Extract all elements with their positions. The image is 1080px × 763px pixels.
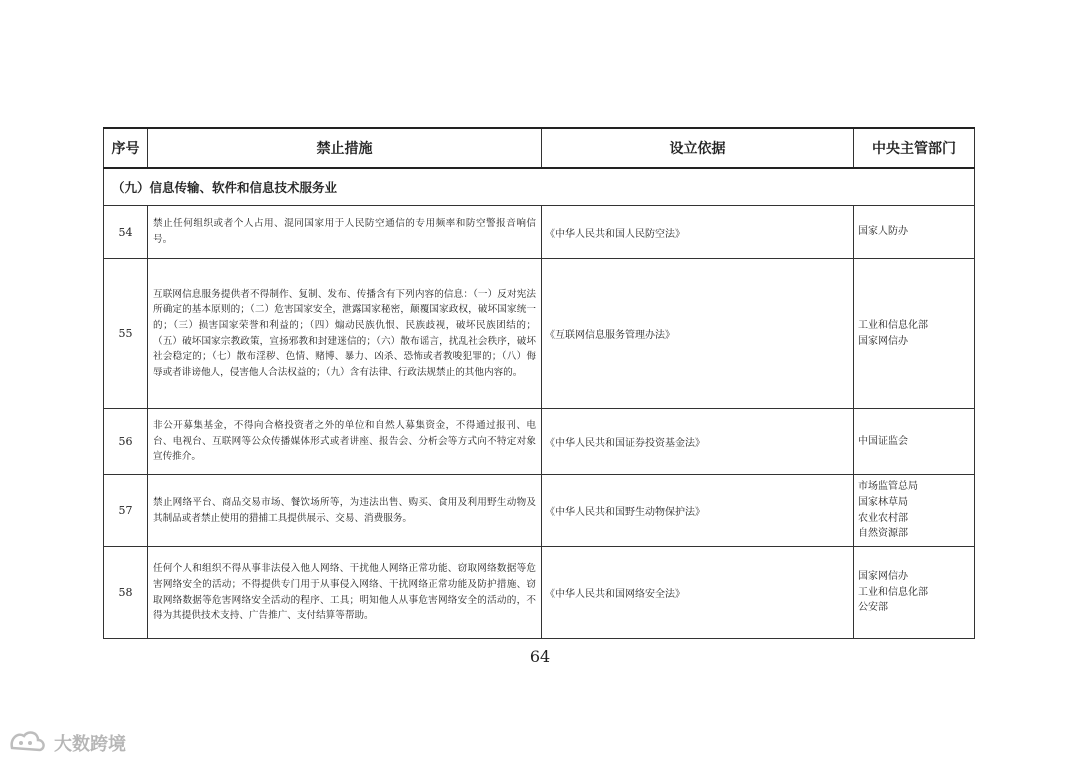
row-dept bbox=[854, 475, 975, 547]
row-basis: 《中华人民共和国人民防空法》 bbox=[542, 206, 854, 259]
table-row bbox=[104, 259, 975, 409]
row-dept bbox=[854, 409, 975, 475]
section-title: （九）信息传输、软件和信息技术服务业 bbox=[104, 168, 975, 206]
row-number: 58 bbox=[104, 547, 148, 639]
row-dept bbox=[854, 259, 975, 409]
dept-name: 国家林草局 bbox=[858, 496, 908, 508]
section-row bbox=[104, 168, 975, 206]
row-number: 56 bbox=[104, 409, 148, 475]
row-measure: 互联网信息服务提供者不得制作、复制、发布、传播含有下列内容的信息：（一）反对宪法所确定的基本原则的；（二）危害国家安全，泄露国家秘密，颠覆国家政权，破坏国家统一的；（三）损害国家荣誉和利益的；（四）煽动民族仇恨、民族歧视，破坏民族团结的；（五）破坏国家宗教政策，宣扬邪教和封建迷信的；（六）散布谣言，扰乱社会秩序，破坏社会稳定的；（七）散布淫秽、色情、赌博、暴力、凶杀、恐怖或者教唆犯罪的；（八）侮辱或者诽谤他人，侵害他人合法权益的；（九）含有法律、行政法规禁止的其他内容的。 bbox=[148, 259, 542, 409]
table-row bbox=[104, 409, 975, 475]
watermark bbox=[8, 728, 126, 758]
row-basis: 《中华人民共和国野生动物保护法》 bbox=[542, 475, 854, 547]
table-row bbox=[104, 475, 975, 547]
table-row bbox=[104, 547, 975, 639]
dept-name: 自然资源部 bbox=[858, 528, 908, 540]
dept-name: 工业和信息化部 bbox=[858, 586, 928, 598]
dept-name: 市场监管总局 bbox=[858, 481, 918, 493]
dept-name: 国家网信办 bbox=[858, 571, 908, 583]
row-measure: 非公开募集基金，不得向合格投资者之外的单位和自然人募集资金，不得通过报刊、电台、电视台、互联网等公众传播媒体形式或者讲座、报告会、分析会等方式向不特定对象宣传推介。 bbox=[148, 409, 542, 475]
dept-name: 工业和信息化部 bbox=[858, 319, 928, 331]
row-measure: 禁止任何组织或者个人占用、混同国家用于人民防空通信的专用频率和防空警报音响信号。 bbox=[148, 206, 542, 259]
row-number: 54 bbox=[104, 206, 148, 259]
dept-name: 农业农村部 bbox=[858, 512, 908, 524]
brand-logo-icon bbox=[8, 728, 50, 759]
watermark-text: 大数跨境 bbox=[54, 734, 126, 755]
page-number: 64 bbox=[529, 647, 551, 666]
dept-name: 中国证监会 bbox=[858, 435, 908, 447]
dept-name: 国家网信办 bbox=[858, 335, 908, 347]
row-dept bbox=[854, 206, 975, 259]
table-row bbox=[104, 206, 975, 259]
row-basis: 《互联网信息服务管理办法》 bbox=[542, 259, 854, 409]
header-measure: 禁止措施 bbox=[148, 128, 542, 168]
row-basis: 《中华人民共和国网络安全法》 bbox=[542, 547, 854, 639]
dept-name: 国家人防办 bbox=[858, 226, 908, 238]
row-measure: 任何个人和组织不得从事非法侵入他人网络、干扰他人网络正常功能、窃取网络数据等危害网络安全的活动；不得提供专门用于从事侵入网络、干扰网络正常功能及防护措施、窃取网络数据等危害网络安全活动的程序、工具；明知他人从事危害网络安全的活动的，不得为其提供技术支持、广告推广、支付结算等帮助。 bbox=[148, 547, 542, 639]
header-dept: 中央主管部门 bbox=[854, 128, 975, 168]
row-measure: 禁止网络平台、商品交易市场、餐饮场所等，为违法出售、购买、食用及利用野生动物及其制品或者禁止使用的猎捕工具提供展示、交易、消费服务。 bbox=[148, 475, 542, 547]
dept-name: 公安部 bbox=[858, 602, 888, 614]
row-basis: 《中华人民共和国证券投资基金法》 bbox=[542, 409, 854, 475]
table-header-row bbox=[104, 128, 975, 168]
row-number: 57 bbox=[104, 475, 148, 547]
prohibition-table bbox=[103, 127, 975, 639]
row-number: 55 bbox=[104, 259, 148, 409]
row-dept bbox=[854, 547, 975, 639]
header-basis: 设立依据 bbox=[542, 128, 854, 168]
header-no: 序号 bbox=[104, 128, 148, 168]
